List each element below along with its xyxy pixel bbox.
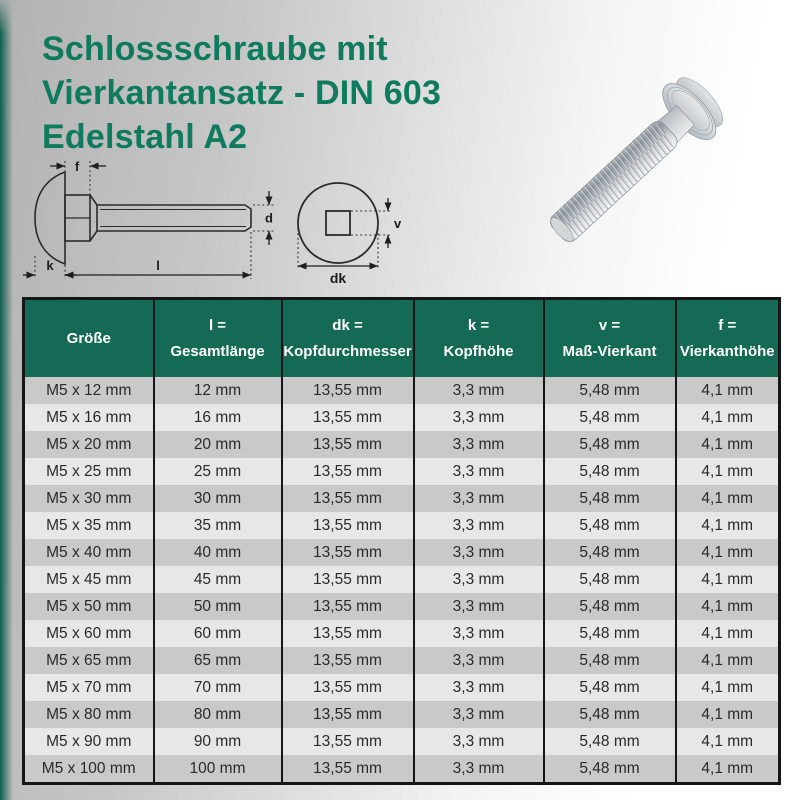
table-cell: 13,55 mm: [282, 404, 414, 431]
table-cell: 16 mm: [154, 404, 282, 431]
side-view-drawing: [35, 172, 251, 264]
table-row: [24, 701, 780, 728]
table-cell: 13,55 mm: [282, 755, 414, 784]
table-row: [24, 620, 780, 647]
dim-label-l: l: [156, 258, 160, 273]
table-row: [24, 755, 780, 784]
table-cell: 13,55 mm: [282, 593, 414, 620]
table-cell: 3,3 mm: [414, 647, 544, 674]
table-cell: M5 x 50 mm: [46, 597, 132, 615]
table-cell: 13,55 mm: [282, 620, 414, 647]
table-cell: M5 x 70 mm: [46, 678, 132, 696]
table-cell: 40 mm: [154, 539, 282, 566]
table-cell: 4,1 mm: [676, 674, 780, 701]
table-row: [24, 458, 780, 485]
table-cell: 12 mm: [154, 377, 282, 404]
table-cell: 13,55 mm: [282, 458, 414, 485]
technical-drawing: [20, 158, 470, 301]
table-cell: 13,55 mm: [282, 701, 414, 728]
table-cell: 4,1 mm: [676, 512, 780, 539]
table-cell: M5 x 40 mm: [46, 543, 132, 561]
table-cell: 3,3 mm: [414, 566, 544, 593]
table-cell: 4,1 mm: [676, 377, 780, 404]
table-cell: 13,55 mm: [282, 728, 414, 755]
table-cell: M5 x 30 mm: [46, 489, 132, 507]
table-row: [24, 674, 780, 701]
product-photo: [530, 48, 780, 288]
table-cell: 60 mm: [154, 620, 282, 647]
table-cell: 70 mm: [154, 674, 282, 701]
header-cell: l = Gesamtlänge: [154, 299, 282, 378]
table-cell: M5 x 16 mm: [46, 408, 132, 426]
page-title: [42, 27, 441, 159]
table-cell: 3,3 mm: [414, 620, 544, 647]
table-cell: 80 mm: [154, 701, 282, 728]
table-cell: 5,48 mm: [544, 377, 676, 404]
table-row: [24, 539, 780, 566]
table-cell: 5,48 mm: [544, 593, 676, 620]
table-row: [24, 593, 780, 620]
table-row: [24, 404, 780, 431]
table-cell: M5 x 65 mm: [46, 651, 132, 669]
table-cell: 5,48 mm: [544, 620, 676, 647]
table-cell: 3,3 mm: [414, 674, 544, 701]
table-cell: 13,55 mm: [282, 647, 414, 674]
table-row: [24, 512, 780, 539]
green-edge-gradient: [0, 0, 13, 800]
top-view-drawing: [298, 183, 378, 263]
header-row: [24, 299, 780, 378]
table-cell: 35 mm: [154, 512, 282, 539]
table-cell: 3,3 mm: [414, 512, 544, 539]
table-cell: 5,48 mm: [544, 647, 676, 674]
table-cell: 3,3 mm: [414, 539, 544, 566]
table-cell: 4,1 mm: [676, 755, 780, 784]
table-row: [24, 485, 780, 512]
table-cell: 50 mm: [154, 593, 282, 620]
table-cell: 3,3 mm: [414, 404, 544, 431]
table-cell: M5 x 60 mm: [46, 624, 132, 642]
dim-label-f: f: [74, 159, 80, 174]
table-cell: 3,3 mm: [414, 593, 544, 620]
table-cell: 4,1 mm: [676, 404, 780, 431]
table-cell: 5,48 mm: [544, 512, 676, 539]
table-row: [24, 647, 780, 674]
table-cell: 4,1 mm: [676, 485, 780, 512]
table-cell: 65 mm: [154, 647, 282, 674]
table-cell: 5,48 mm: [544, 701, 676, 728]
table-cell: 5,48 mm: [544, 485, 676, 512]
table-row: [24, 431, 780, 458]
table-cell: M5 x 25 mm: [46, 462, 132, 480]
table-cell: 3,3 mm: [414, 431, 544, 458]
title-line-1: Schlossschraube mit: [42, 30, 388, 68]
table-cell: 3,3 mm: [414, 458, 544, 485]
table-row: [24, 566, 780, 593]
table-cell: 45 mm: [154, 566, 282, 593]
table-cell: 100 mm: [154, 755, 282, 784]
dimension-lines: [35, 161, 274, 279]
side-view-labels: [46, 159, 273, 273]
bolt-photo-illustration: [530, 48, 780, 283]
table-cell: 5,48 mm: [544, 566, 676, 593]
table-cell: M5 x 35 mm: [46, 516, 132, 534]
title-line-2: Vierkantansatz - DIN 603: [42, 74, 442, 112]
table-cell: 20 mm: [154, 431, 282, 458]
table-cell: 4,1 mm: [676, 728, 780, 755]
table-cell: 13,55 mm: [282, 431, 414, 458]
header-cell: Größe: [24, 299, 154, 378]
table-cell: 4,1 mm: [676, 620, 780, 647]
dim-label-dk: dk: [329, 270, 347, 286]
table-row: [24, 728, 780, 755]
spec-table: [22, 297, 781, 785]
table-cell: 13,55 mm: [282, 377, 414, 404]
table-cell: 4,1 mm: [676, 431, 780, 458]
table-cell: 5,48 mm: [544, 404, 676, 431]
table-cell: 13,55 mm: [282, 485, 414, 512]
table-cell: 4,1 mm: [676, 593, 780, 620]
table-cell: 13,55 mm: [282, 512, 414, 539]
table-cell: 13,55 mm: [282, 674, 414, 701]
table-cell: M5 x 80 mm: [46, 705, 132, 723]
table-row: [24, 377, 780, 404]
dim-label-k: k: [46, 258, 54, 273]
header-cell: dk = Kopfdurchmesser: [282, 299, 414, 378]
title-line-3: Edelstahl A2: [42, 118, 248, 156]
table-cell: M5 x 20 mm: [46, 435, 132, 453]
dim-label-d: d: [265, 210, 273, 226]
table-cell: 3,3 mm: [414, 728, 544, 755]
table-cell: M5 x 90 mm: [46, 732, 132, 750]
table-cell: 5,48 mm: [544, 431, 676, 458]
table-cell: 4,1 mm: [676, 539, 780, 566]
dim-label-v: v: [394, 216, 402, 231]
table-cell: 4,1 mm: [676, 647, 780, 674]
table-cell: 13,55 mm: [282, 566, 414, 593]
table-cell: 3,3 mm: [414, 701, 544, 728]
header-cell: v = Maß-Vierkant: [544, 299, 676, 378]
table-cell: 3,3 mm: [414, 755, 544, 784]
table-cell: 13,55 mm: [282, 539, 414, 566]
table-cell: 5,48 mm: [544, 674, 676, 701]
table-cell: 4,1 mm: [676, 458, 780, 485]
table-cell: 30 mm: [154, 485, 282, 512]
spec-table-body: [24, 377, 780, 784]
header-cell: k = Kopfhöhe: [414, 299, 544, 378]
header-cell: f = Vierkanthöhe: [676, 299, 780, 378]
table-cell: 25 mm: [154, 458, 282, 485]
table-cell: 5,48 mm: [544, 728, 676, 755]
table-cell: 5,48 mm: [544, 458, 676, 485]
spec-table-header: [24, 299, 780, 378]
table-cell: M5 x 100 mm: [41, 759, 136, 777]
table-cell: 3,3 mm: [414, 485, 544, 512]
table-cell: 4,1 mm: [676, 701, 780, 728]
dimension-arrows: [23, 166, 269, 275]
table-cell: M5 x 45 mm: [46, 570, 132, 588]
table-cell: 3,3 mm: [414, 377, 544, 404]
table-cell: M5 x 12 mm: [46, 381, 132, 399]
table-cell: 5,48 mm: [544, 755, 676, 784]
table-cell: 4,1 mm: [676, 566, 780, 593]
table-cell: 5,48 mm: [544, 539, 676, 566]
table-cell: 90 mm: [154, 728, 282, 755]
